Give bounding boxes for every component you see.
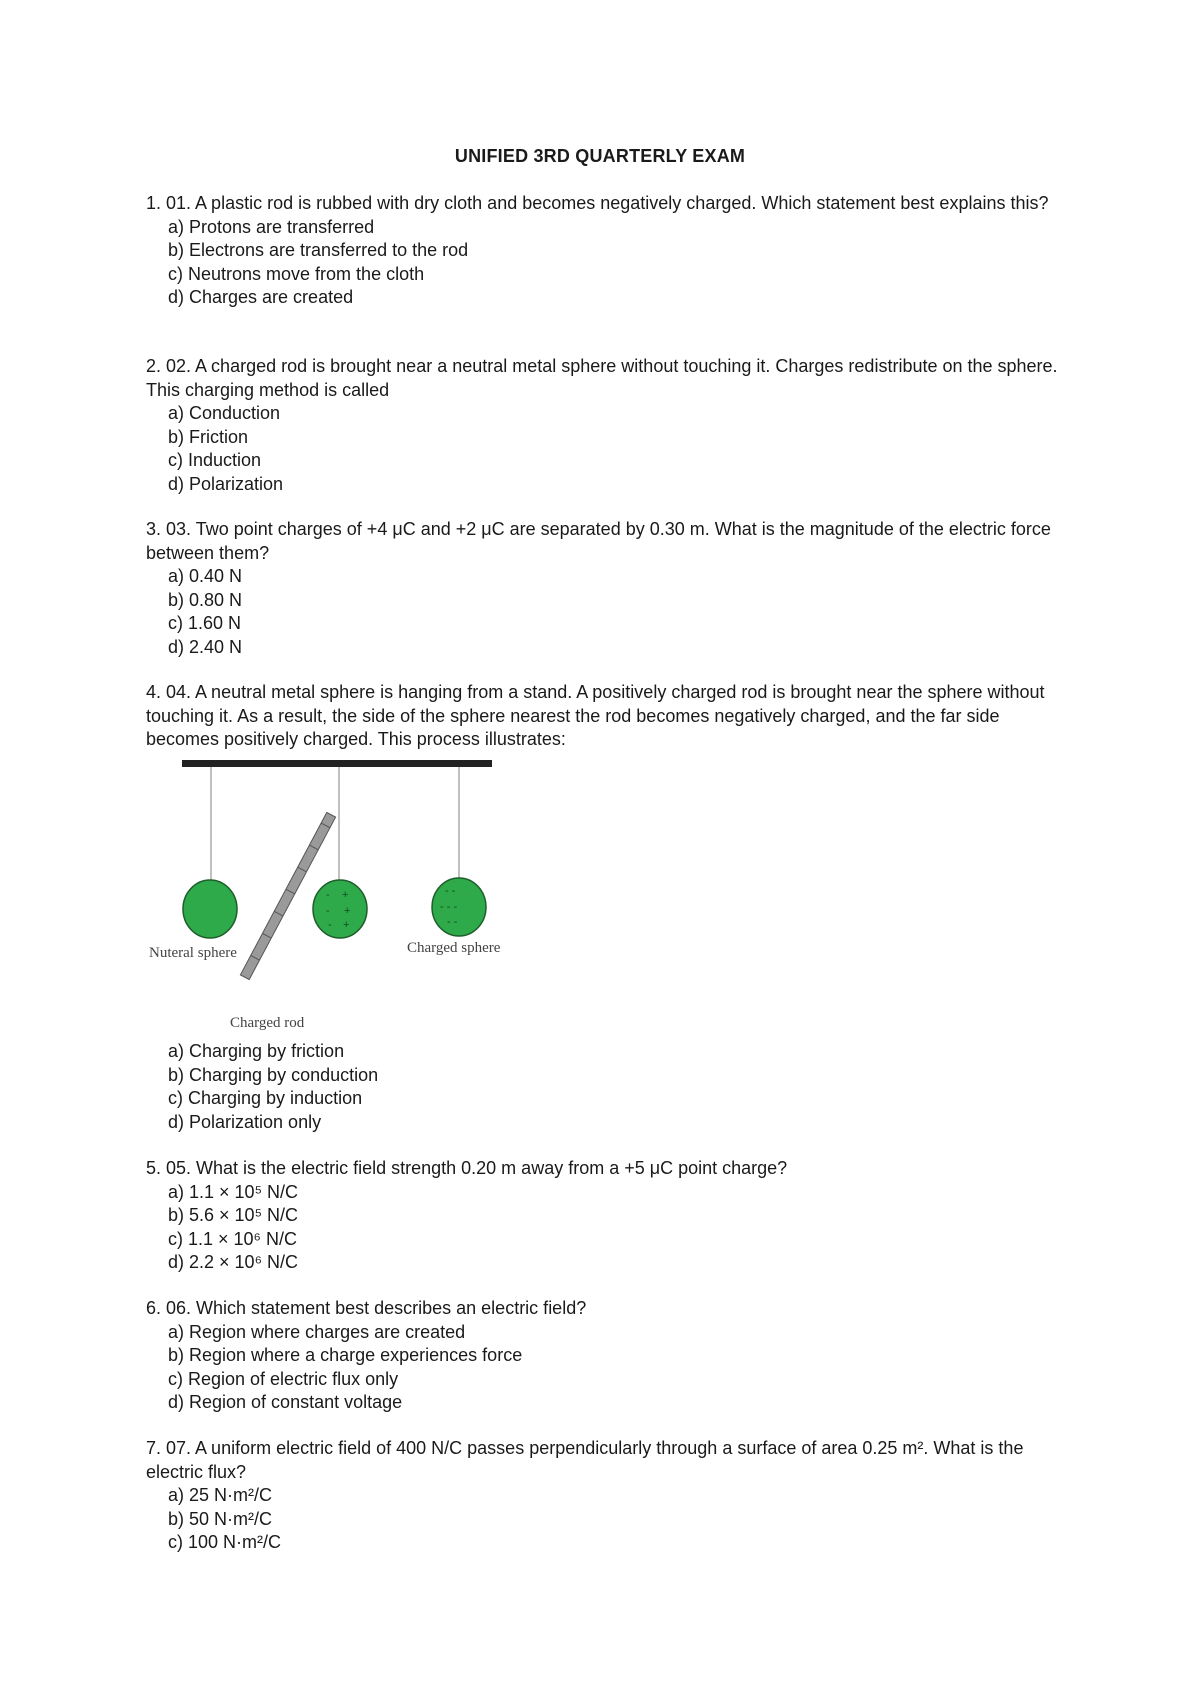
label-neutral-sphere: Nuteral sphere	[149, 945, 237, 961]
answer-option: b) Electrons are transferred to the rod	[168, 240, 469, 260]
question-text: 4. 04. A neutral metal sphere is hanging from a stand. A positively charged rod is brought near the sphere without touching it. As a result, the side of the sphere nearest the rod becomes negatively charged, and the far side becomes positively charged. This process illustrates:	[146, 682, 1045, 749]
answer-option: a) 25 N·m²/C	[168, 1485, 273, 1505]
answer-option: c) Charging by induction	[168, 1088, 363, 1108]
label-charged-sphere: Charged sphere	[407, 940, 501, 956]
question-4-options	[146, 1040, 1066, 1134]
charge-minus: -	[326, 889, 330, 901]
question-7	[146, 1437, 1066, 1555]
answer-option: a) Charging by friction	[168, 1041, 345, 1061]
answer-option: c) 1.1 × 10⁶ N/C	[168, 1228, 297, 1249]
question-6	[146, 1297, 1066, 1415]
charge-minus: -	[328, 919, 332, 931]
charge-minus: - -	[445, 885, 456, 897]
neutral-sphere	[183, 880, 237, 938]
answer-option: a) Protons are transferred	[168, 216, 375, 237]
answer-option: d) Polarization only	[168, 1111, 322, 1132]
answer-option: b) Friction	[168, 426, 249, 447]
answer-option: c) 100 N·m²/C	[168, 1532, 282, 1552]
answer-option: a) Conduction	[168, 403, 281, 423]
answer-option: d) 2.40 N	[168, 636, 243, 657]
question-text: 1. 01. A plastic rod is rubbed with dry cloth and becomes negatively charged. Which statement best explains this?	[146, 193, 1049, 213]
question-text: 7. 07. A uniform electric field of 400 N/C passes perpendicularly through a surface of area 0.25 m². What is the electric flux?	[146, 1438, 1024, 1482]
charge-plus: +	[342, 889, 349, 901]
label-charged-rod: Charged rod	[230, 1015, 305, 1031]
answer-option: c) 1.60 N	[168, 613, 242, 633]
charge-plus: +	[344, 905, 351, 917]
answer-option: a) 0.40 N	[168, 566, 243, 586]
answer-option: c) Region of electric flux only	[168, 1368, 399, 1389]
answer-option: c) Neutrons move from the cloth	[168, 263, 425, 284]
answer-option: b) 50 N·m²/C	[168, 1508, 273, 1529]
question-text: 5. 05. What is the electric field strength 0.20 m away from a +5 μC point charge?	[146, 1158, 788, 1178]
question-text: 3. 03. Two point charges of +4 μC and +2 μC are separated by 0.30 m. What is the magnitude of the electric force between them?	[146, 519, 1051, 563]
induced-sphere	[313, 880, 367, 938]
charge-plus: +	[343, 919, 350, 931]
answer-option: a) Region where charges are created	[168, 1321, 466, 1342]
induction-diagram	[146, 756, 526, 1036]
question-text: 6. 06. Which statement best describes an electric field?	[146, 1298, 587, 1318]
charge-minus: -	[326, 905, 330, 917]
question-3	[146, 518, 1066, 659]
page-title: UNIFIED 3RD QUARTERLY EXAM	[454, 146, 746, 166]
question-1	[146, 192, 1066, 310]
charge-minus: - -	[447, 916, 458, 928]
answer-option: a) 1.1 × 10⁵ N/C	[168, 1181, 299, 1202]
answer-option: b) 5.6 × 10⁵ N/C	[168, 1205, 299, 1225]
question-4	[146, 681, 1066, 752]
induction-diagram-svg	[146, 756, 526, 1036]
answer-option: b) Charging by conduction	[168, 1064, 379, 1085]
answer-option: b) 0.80 N	[168, 589, 243, 610]
question-2	[146, 355, 1066, 496]
answer-option: c) Induction	[168, 450, 262, 470]
question-text: 2. 02. A charged rod is brought near a neutral metal sphere without touching it. Charges redistribute on the sphere. This charging method is called	[146, 356, 1058, 400]
question-5	[146, 1157, 1066, 1275]
answer-option: b) Region where a charge experiences force	[168, 1345, 523, 1365]
answer-option: d) Region of constant voltage	[168, 1392, 403, 1412]
answer-option: d) 2.2 × 10⁶ N/C	[168, 1252, 298, 1272]
answer-option: d) Charges are created	[168, 287, 354, 307]
answer-option: d) Polarization	[168, 473, 284, 494]
charge-minus: - - -	[440, 901, 458, 913]
support-bar	[182, 760, 492, 767]
